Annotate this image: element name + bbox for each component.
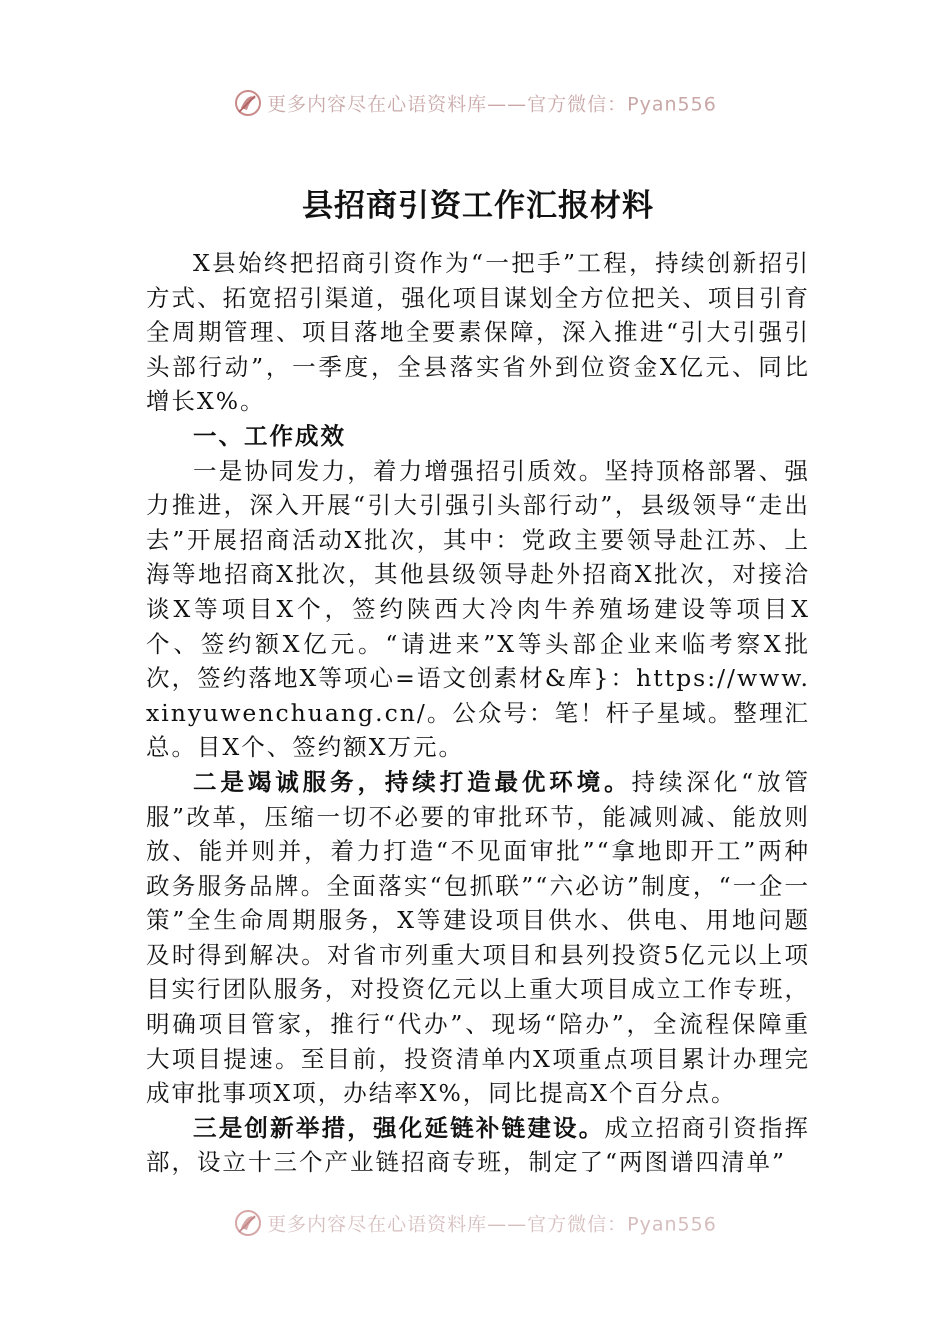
document-title: 县招商引资工作汇报材料 [302, 188, 654, 224]
paragraph-2-body: 持续深化“放管服”改革，压缩一切不必要的审批环节，能减则减、能放则放、能并则并，着力打造“不见面审批”“拿地即开工”两种政务服务品牌。全面落实“包抓联”“六必访”制度，“一企一策”全生命周期服务，X等建设项目供水、供电、用地问题及时得到解决。对省市列重大项目和县列投资5亿元以上项目实行团队服务，对投资亿元以上重大项目成立工作专班，明确项目管家，推行“代办”、现场“陪办”，全流程保障重大项目提速。至目前，投资清单内X项重点项目累计办理完成审批事项X项，办结率X%，同比提高X个百分点。 [146, 767, 811, 1108]
intro-paragraph: X县始终把招商引资作为“一把手”工程，持续创新招引方式、拓宽招引渠道，强化项目谋划全方位把关、项目引育全周期管理、项目落地全要素保障，深入推进“引大引强引头部行动”，一季度，全县落实省外到位资金X亿元、同比增长X%。 [146, 249, 810, 416]
section-heading: 一、工作成效 [193, 421, 346, 450]
document-page [146, 184, 810, 1180]
paragraph-3-lead: 三是创新举措，强化延链补链建设。 [193, 1113, 605, 1142]
watermark-text: 更多内容尽在心语资料库——官方微信：Pyan556 [267, 93, 717, 116]
paragraph-2-lead: 二是竭诚服务，持续打造最优环境。 [193, 767, 632, 796]
paragraph-3 [146, 1111, 810, 1180]
watermark-header [0, 88, 950, 118]
watermark-footer [0, 1208, 950, 1238]
brand-logo-icon [233, 88, 263, 118]
brand-logo-icon [233, 1208, 263, 1238]
paragraph-1: 一是协同发力，着力增强招引质效。坚持顶格部署、强力推进，深入开展“引大引强引头部行动”，县级领导“走出去”开展招商活动X批次，其中：党政主要领导赴江苏、上海等地招商X批次，其他县级领导赴外招商X批次，对接洽谈X等项目X个，签约陕西大冷肉牛养殖场建设等项目X个、签约额X亿元。“请进来”X等头部企业来临考察X批次，签约落地X等项心=语文创素材&库}：https://www.xinyuwenchuang.cn/。公众号：笔！杆子星域。整理汇总。目X个、签约额X万元。 [146, 456, 810, 762]
paragraph-2 [146, 765, 810, 1111]
watermark-text: 更多内容尽在心语资料库——官方微信：Pyan556 [267, 1213, 717, 1236]
paragraph-3-body: 成立招商引资指挥部，设立十三个产业链招商专班，制定了“两图谱四清单” [146, 1113, 811, 1177]
